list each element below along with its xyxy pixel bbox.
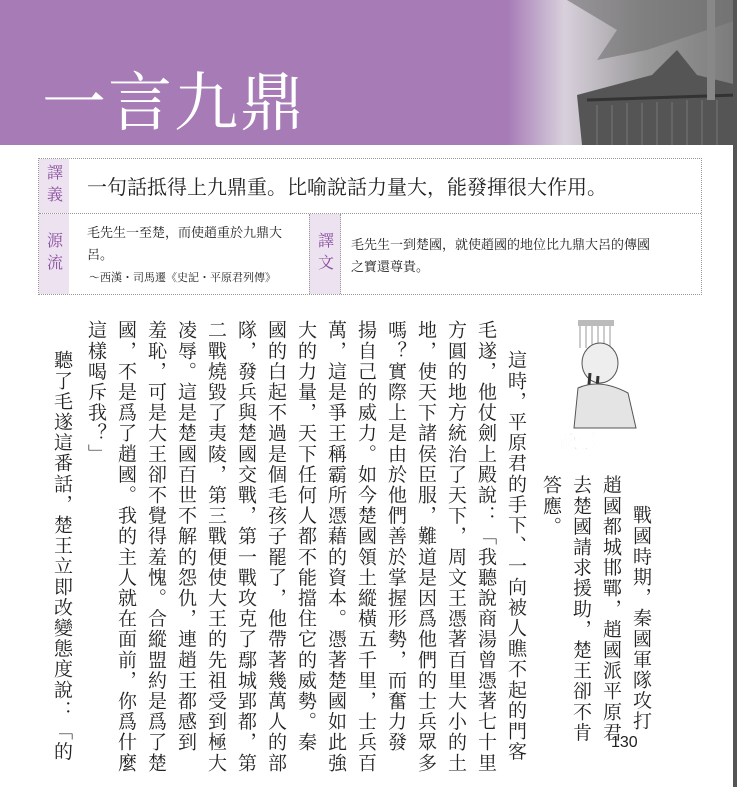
story-line: 大的力量，天下任何人都不能擋住它的威勢。秦 — [295, 320, 317, 753]
story-line: 萬，這是爭王稱霸所憑藉的資本。憑著楚國如此強 — [325, 320, 347, 774]
source-citation: ～西漢・司馬遷《史記・平原君列傳》 — [89, 271, 276, 284]
story-line: 凌辱。這是楚國百世不解的怨仇，連趙王都感到 — [175, 320, 197, 753]
emperor-illustration — [570, 318, 640, 433]
idiom-info-table — [38, 158, 702, 295]
story-intro-line: 答應。 — [540, 475, 562, 537]
story-intro-line: 趙國都城邯鄲，趙國派平原君 — [600, 475, 622, 743]
story-intro-line: 戰國時期，秦國軍隊攻打 — [630, 505, 652, 732]
landscape-illustration — [507, 0, 737, 145]
source-label: 源流 — [39, 214, 69, 294]
meaning-text: 一句話抵得上九鼎重。比喻說話力量大，能發揮很大作用。 — [87, 175, 607, 199]
page-number: 130 — [611, 734, 638, 751]
story-line: 這時，平原君的手下、一向被人瞧不起的門客 — [505, 350, 527, 762]
chapter-header — [0, 0, 737, 145]
story-line: 羞恥，可是大王卻不覺得羞愧。合縱盟約是爲了楚 — [145, 320, 167, 774]
page-edge — [733, 0, 737, 787]
story-line: 嗎？實際上是由於他們善於掌握形勢，而奮力發 — [385, 320, 407, 753]
page-title: 一言九鼎 — [42, 67, 306, 141]
translation-text: 毛先生一到楚國，就使趙國的地位比九鼎大呂的傳國之寶還尊貴。 — [351, 238, 651, 275]
story-line: 國，不是爲了趙國。我的主人就在面前，你爲什麼 — [115, 320, 137, 774]
story-line: 隊，發兵與楚國交戰，第一戰攻克了鄢城郢都，第 — [235, 320, 257, 774]
story-line: 地，使天下諸侯臣服，難道是因爲他們的士兵眾多 — [415, 320, 437, 774]
meaning-label: 譯義 — [39, 159, 69, 213]
translation-label: 譯文 — [309, 214, 341, 294]
story-line: 聽了毛遂這番話，楚王立即改變態度說：「的 — [51, 350, 73, 762]
story-line: 二戰燒毀了夷陵，第三戰便使大王的先祖受到極大 — [205, 320, 227, 774]
story-line: 方圓的地方統治了天下，周文王憑著百里大小的土 — [445, 320, 467, 774]
source-text: 毛先生一至楚，而使趙重於九鼎大呂。 — [87, 226, 283, 263]
pavilion-icon — [507, 0, 737, 145]
meaning-row — [39, 159, 701, 214]
story-intro-line: 去楚國請求援助，楚王卻不肯 — [570, 475, 592, 743]
story-line: 揚自己的威力。如今楚國領土縱橫五千里，士兵百 — [355, 320, 377, 774]
story-badge: 故事 — [560, 432, 596, 453]
story-line: 國的白起不過是個毛孩子罷了，他帶著幾萬人的部 — [265, 320, 287, 774]
story-line: 這樣喝斥我？」 — [85, 320, 107, 465]
story-line: 毛遂，他仗劍上殿說：「我聽說商湯曾憑著七十里 — [475, 320, 497, 774]
